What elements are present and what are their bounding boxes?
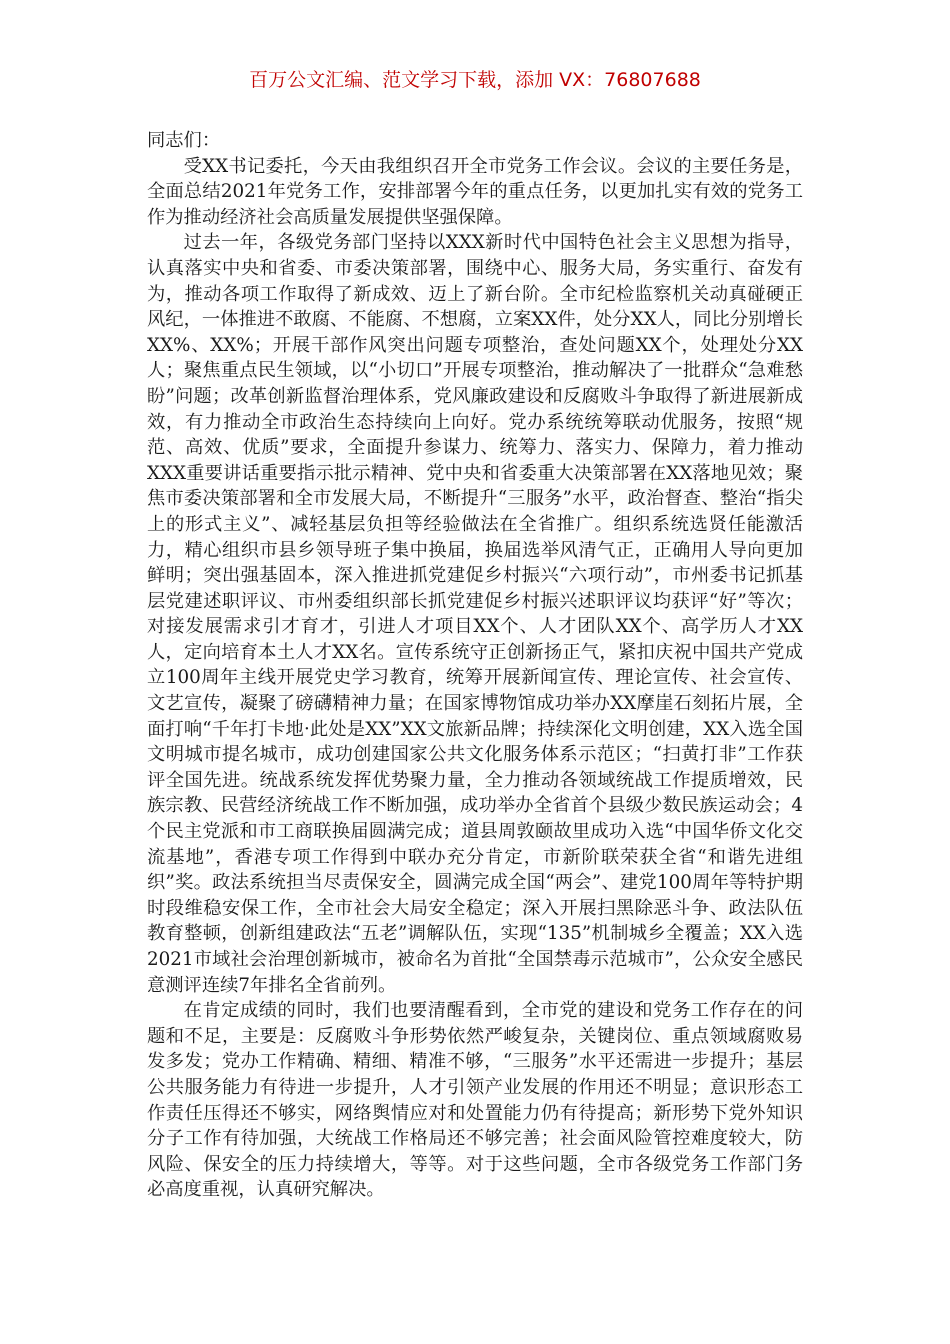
paragraph-problems: 在肯定成绩的同时，我们也要清醒看到，全市党的建设和党务工作存在的问题和不足，主要是：反腐败斗争形势依然严峻复杂，关键岗位、重点领域腐败易发多发；党办工作精确、精细、精准不够，“三服务”水平还需进一步提升；基层公共服务能力有待进一步提升，人才引领产业发展的作用还不明显；意识形态工作责任压得还不够实，网络舆情应对和处置能力仍有待提高；新形势下党外知识分子工作有待加强，大统战工作格局还不够完善；社会面风险管控难度较大，防风险、保安全的压力持续增大，等等。对于这些问题，全市各级党务工作部门务必高度重视，认真研究解决。 bbox=[147, 1000, 803, 1201]
document-body bbox=[147, 128, 803, 1203]
paragraph-intro: 受XX书记委托，今天由我组织召开全市党务工作会议。会议的主要任务是，全面总结2021年党务工作，安排部署今年的重点任务，以更加扎实有效的党务工作为推动经济社会高质量发展提供坚强保障。 bbox=[147, 155, 803, 228]
watermark-banner: 百万公文汇编、范文学习下载，添加 VX：76807688 bbox=[249, 69, 701, 91]
salutation: 同志们： bbox=[147, 130, 221, 151]
paragraph-achievements: 过去一年，各级党务部门坚持以XXX新时代中国特色社会主义思想为指导，认真落实中央和省委、市委决策部署，围绕中心、服务大局，务实重行、奋发有为，推动各项工作取得了新成效、迈上了新台阶。全市纪检监察机关动真碰硬正风纪，一体推进不敢腐、不能腐、不想腐，立案XX件，处分XX人，同比分别增长XX%、XX%；开展干部作风突出问题专项整治，查处问题XX个，处理处分XX人；聚焦重点民生领域，以“小切口”开展专项整治，推动解决了一批群众“急难愁盼”问题；改革创新监督治理体系，党风廉政建设和反腐败斗争取得了新进展新成效，有力推动全市政治生态持续向上向好。党办系统统筹联动优服务，按照“规范、高效、优质”要求，全面提升参谋力、统筹力、落实力、保障力，着力推动XXX重要讲话重要指示批示精神、党中央和省委重大决策部署在XX落地见效；聚焦市委决策部署和全市发展大局，不断提升“三服务”水平，政治督查、整治“指尖上的形式主义”、减轻基层负担等经验做法在全省推广。组织系统选贤任能激活力，精心组织市县乡领导班子集中换届，换届选举风清气正，正确用人导向更加鲜明；突出强基固本，深入推进抓党建促乡村振兴“六项行动”，市州委书记抓基层党建述职评议、市州委组织部长抓党建促乡村振兴述职评议均获评“好”等次；对接发展需求引才育才，引进人才项目XX个、人才团队XX个、高学历人才XX人，定向培育本土人才XX名。宣传系统守正创新扬正气，紧扣庆祝中国共产党成立100周年主线开展党史学习教育，统筹开展新闻宣传、理论宣传、社会宣传、文艺宣传，凝聚了磅礴精神力量；在国家博物馆成功举办XX摩崖石刻拓片展，全面打响“千年打卡地·此处是XX”XX文旅新品牌；持续深化文明创建，XX入选全国文明城市提名城市，成功创建国家公共文化服务体系示范区；“扫黄打非”工作获评全国先进。统战系统发挥优势聚力量，全力推动各领域统战工作提质增效，民族宗教、民营经济统战工作不断加强，成功举办全省首个县级少数民族运动会；4个民主党派和市工商联换届圆满完成；道县周敦颐故里成功入选“中国华侨文化交流基地”，香港专项工作得到中联办充分肯定，市新阶联荣获全省“和谐先进组织”奖。政法系统担当尽责保安全，圆满完成全国“两会”、建党100周年等特护期时段维稳安保工作，全市社会大局安全稳定；深入开展扫黑除恶斗争、政法队伍教育整顿，创新组建政法“五老”调解队伍，实现“135”机制城乡全覆盖；XX入选2021市域社会治理创新城市，被命名为首批“全国禁毒示范城市”，公众安全感民意测评连续7年排名全省前列。 bbox=[147, 232, 803, 996]
